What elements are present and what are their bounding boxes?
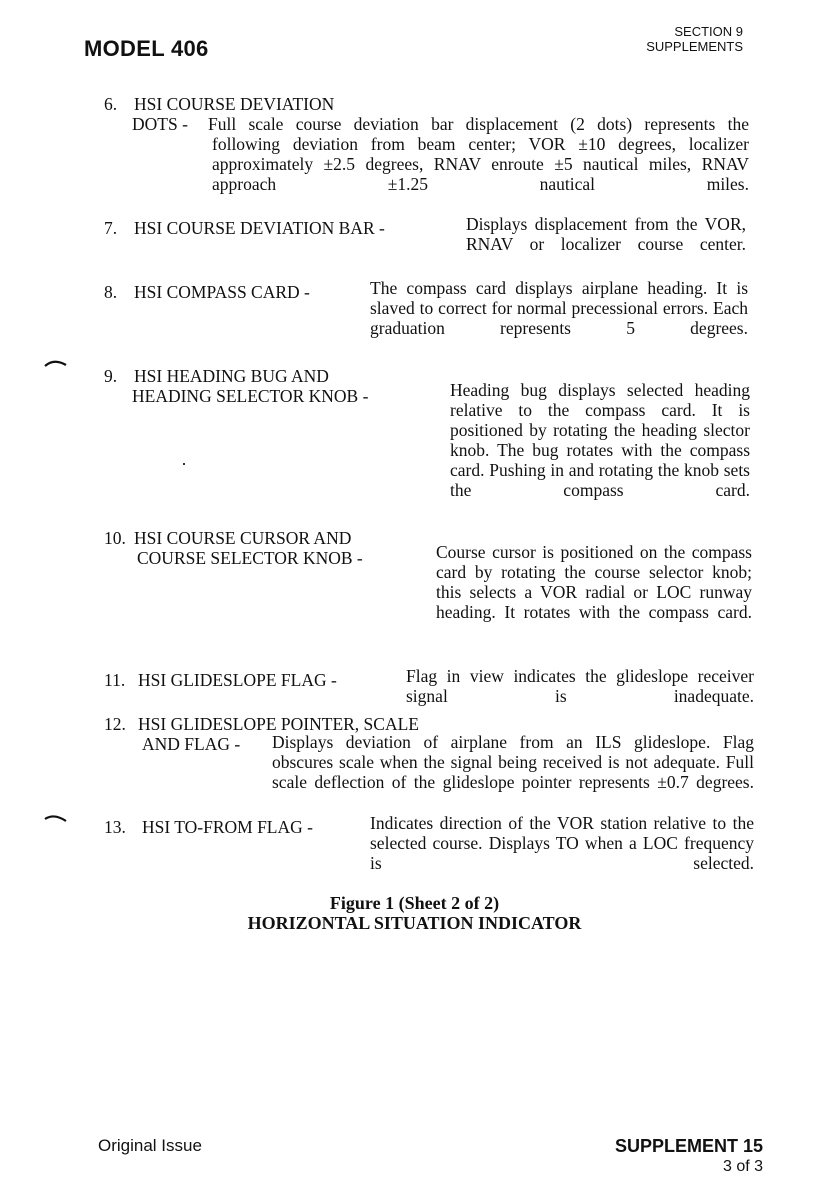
scan-speck xyxy=(183,463,185,465)
item-title: HSI GLIDESLOPE POINTER, SCALE xyxy=(138,714,419,734)
item-title: HSI COMPASS CARD - xyxy=(134,282,310,302)
item-9 xyxy=(104,366,754,500)
item-number: 13. xyxy=(104,817,126,837)
item-title-cont: AND FLAG - xyxy=(142,734,241,754)
item-description: Heading bug displays selected heading relative to the compass card. It is positioned by rotating the heading slector knob. The bug rotates with the compass card. Pushing in and rotating the knob sets the compass card. xyxy=(450,380,750,500)
item-number: 8. xyxy=(104,282,118,302)
supplement-number: SUPPLEMENT 15 xyxy=(614,1136,763,1156)
issue-label: Original Issue xyxy=(98,1136,202,1155)
item-description: Course cursor is positioned on the compass card by rotating the course selector knob; this selects a VOR radial or LOC runway heading. It rotates with the compass card. xyxy=(436,542,752,622)
item-number: 7. xyxy=(104,218,118,238)
revision-mark xyxy=(44,812,68,824)
item-10 xyxy=(104,528,754,622)
item-13 xyxy=(104,813,754,873)
figure-caption-line1: Figure 1 (Sheet 2 of 2) xyxy=(329,893,500,913)
item-7 xyxy=(104,214,754,254)
item-6 xyxy=(104,94,754,194)
item-title: HSI GLIDESLOPE FLAG - xyxy=(138,670,337,690)
item-description: The compass card displays airplane heading. It is slaved to correct for normal precessional errors. Each graduation represents 5 degrees. xyxy=(370,278,748,338)
item-title: HSI HEADING BUG AND xyxy=(134,366,329,386)
model-title: MODEL 406 xyxy=(84,36,209,61)
supplements-label: SUPPLEMENTS xyxy=(646,39,743,54)
item-description: Displays displacement from the VOR, RNAV or localizer course center. xyxy=(466,214,746,254)
item-title-cont: COURSE SELECTOR KNOB - xyxy=(137,548,363,568)
item-number: 9. xyxy=(104,366,118,386)
item-number: 11. xyxy=(104,670,126,690)
item-number: 10. xyxy=(104,528,126,548)
item-title: HSI COURSE DEVIATION BAR - xyxy=(134,218,385,238)
figure-caption xyxy=(0,893,829,933)
item-description: Indicates direction of the VOR station relative to the selected course. Displays TO when a LOC frequency is selected. xyxy=(370,813,754,873)
item-description: Flag in view indicates the glideslope receiver signal is inadequate. xyxy=(406,666,754,706)
revision-mark xyxy=(44,357,68,369)
item-title: HSI COURSE DEVIATION xyxy=(134,94,335,114)
item-8 xyxy=(104,278,754,338)
item-title: HSI TO-FROM FLAG - xyxy=(142,817,313,837)
item-title-cont: DOTS - xyxy=(132,114,188,134)
section-label: SECTION 9 xyxy=(674,24,743,39)
figure-caption-line2: HORIZONTAL SITUATION INDICATOR xyxy=(247,913,582,933)
item-description: Displays deviation of airplane from an ILS glideslope. Flag obscures scale when the signal being received is not adequate. Full scale deflection of the glideslope pointer represents ±0.7 degrees. xyxy=(272,732,754,792)
section-header xyxy=(646,24,743,54)
item-number: 12. xyxy=(104,714,126,734)
item-11 xyxy=(104,666,754,706)
item-description: Full scale course deviation bar displacement (2 dots) represents the following deviation from beam center; VOR ±10 degrees, localizer approximately ±2.5 degrees, RNAV enroute ±5 nautical miles, RNAV approach ±1.25 nautical miles. xyxy=(208,114,749,194)
item-title: HSI COURSE CURSOR AND xyxy=(134,528,352,548)
item-title-cont: HEADING SELECTOR KNOB - xyxy=(132,386,369,406)
item-12 xyxy=(104,714,754,792)
page-number: 3 of 3 xyxy=(722,1158,763,1175)
item-number: 6. xyxy=(104,94,118,114)
